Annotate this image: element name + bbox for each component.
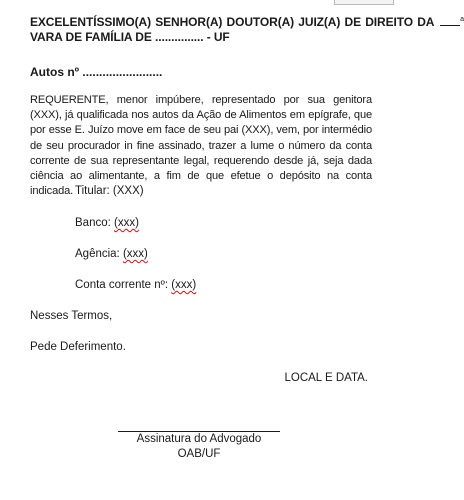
banco-line (75, 217, 139, 229)
conta-line (75, 279, 196, 291)
heading-line-2: VARA DE FAMÍLIA DE ............... - UF (30, 30, 230, 44)
banco-value: (xxx) (114, 217, 139, 229)
body-paragraph: REQUERENTE, menor impúbere, representado por sua genitora (XXX), já qualificada nos autos da Ação de Alimentos em epígrafe, que por esse E. Juízo move em face de seu pai (XXX), vem, por intermédio de seu procurador in fine assinado, trazer a lume o número da conta corrente de sua representante legal, requerendo desde já, seja dada ciência ao alimentante, a fim de que efetue o depósito na conta indicada. (30, 94, 372, 198)
titular-line: Titular: (XXX) (75, 185, 144, 197)
banco-label: Banco: (75, 217, 114, 229)
corner-tab-decoration (334, 0, 394, 5)
signature-label: Assinatura do Advogado (136, 433, 262, 445)
heading-line-1 (30, 12, 464, 30)
closing-pede-deferimento: Pede Deferimento. (30, 341, 126, 353)
agencia-value: (xxx) (122, 248, 148, 260)
agencia-label: Agência: (75, 248, 123, 260)
agencia-line (75, 248, 148, 260)
document-heading (30, 12, 464, 45)
closing-nesses-termos: Nesses Termos, (30, 310, 113, 322)
local-date: LOCAL E DATA. (284, 372, 368, 384)
autos-number: Autos nº ........................ (30, 65, 163, 79)
conta-label: Conta corrente nº: (75, 279, 172, 291)
oab-label: OAB/UF (177, 448, 221, 460)
heading-line-1-text: EXCELENTÍSSIMO(A) SENHOR(A) DOUTOR(A) JUIZ(A) DE DIREITO DA (30, 15, 434, 29)
signature-block (118, 432, 280, 462)
heading-superscript: a (460, 16, 464, 23)
conta-value: (xxx) (171, 279, 197, 291)
heading-blank (440, 16, 460, 26)
